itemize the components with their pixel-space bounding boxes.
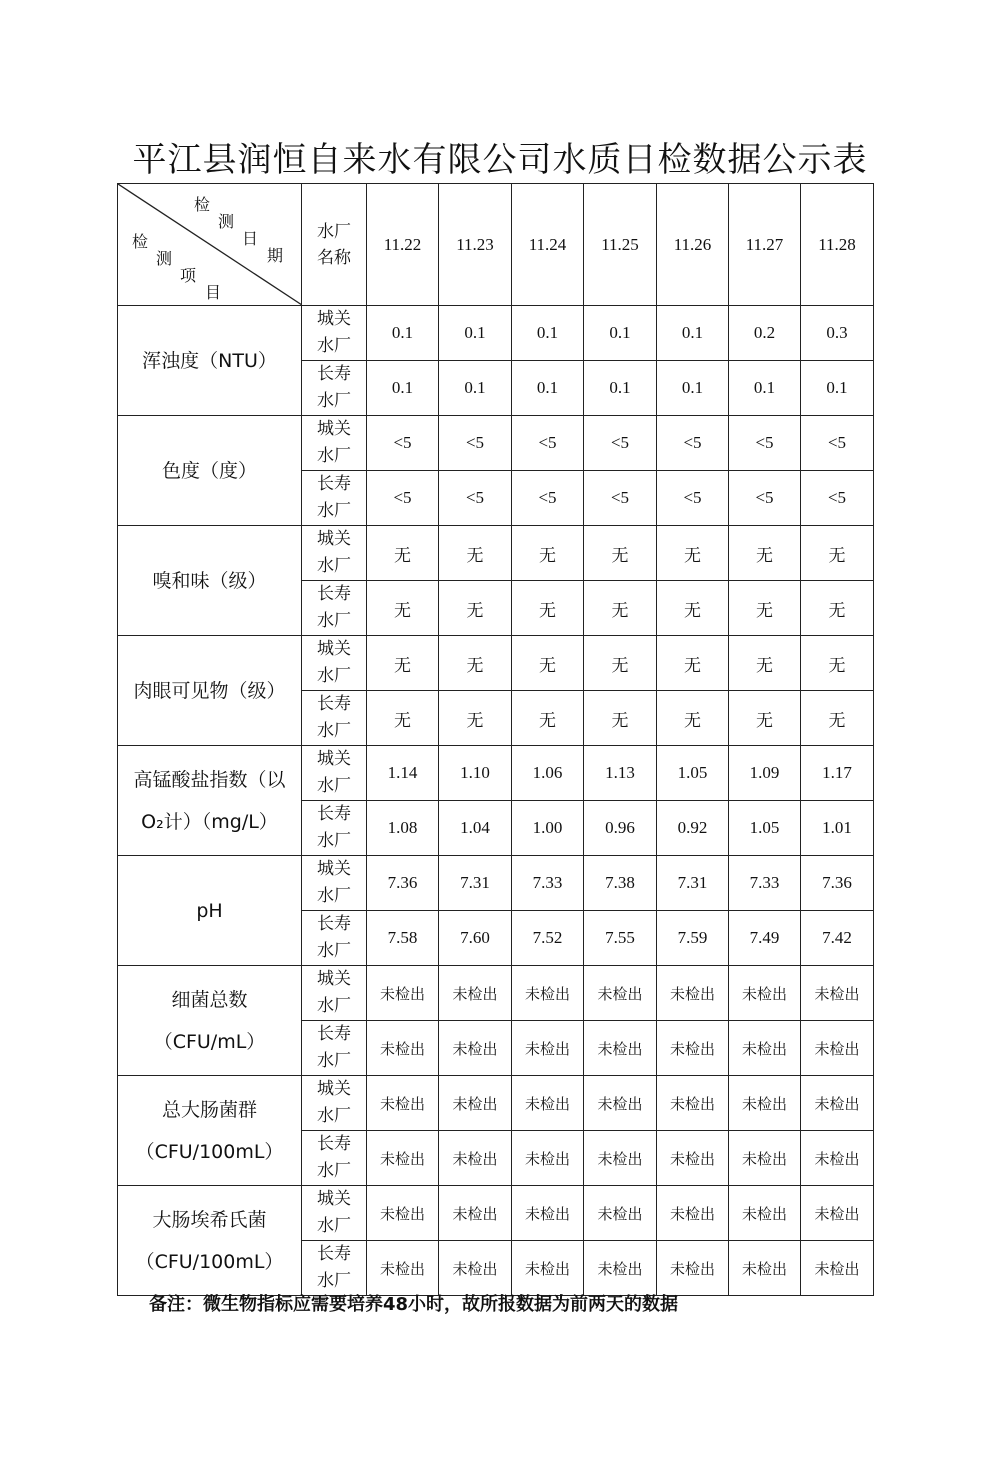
plant-name-line: 城关 xyxy=(317,419,351,439)
value-cell: 无 xyxy=(657,526,729,581)
plant-name xyxy=(302,856,367,911)
value-cell: 未检出 xyxy=(367,1021,439,1076)
value-cell: 无 xyxy=(729,691,801,746)
value-cell: 无 xyxy=(439,526,512,581)
value-cell: 未检出 xyxy=(512,966,584,1021)
value-cell: 7.42 xyxy=(801,911,874,966)
corner-bottom-char: 检 xyxy=(132,232,149,251)
value-cell: 0.1 xyxy=(584,306,657,361)
test-item-line: 细菌总数 xyxy=(171,988,248,1011)
value-cell: 0.1 xyxy=(801,361,874,416)
value-cell: 0.1 xyxy=(439,361,512,416)
value-cell: 未检出 xyxy=(439,1131,512,1186)
value-cell: 未检出 xyxy=(729,1021,801,1076)
date-header: 11.25 xyxy=(584,184,657,306)
value-cell: 0.2 xyxy=(729,306,801,361)
corner-top-char: 测 xyxy=(218,212,235,231)
test-item-line: 色度（度） xyxy=(161,459,257,482)
table-row xyxy=(118,416,874,471)
plant-name-line: 水厂 xyxy=(317,501,351,521)
value-cell: 未检出 xyxy=(801,1131,874,1186)
table-row xyxy=(118,856,874,911)
value-cell: 无 xyxy=(439,581,512,636)
footnote: 备注：微生物指标应需要培养48小时，故所报数据为前两天的数据 xyxy=(149,1294,679,1315)
value-cell: 0.1 xyxy=(512,361,584,416)
plant-name xyxy=(302,801,367,856)
value-cell: 0.1 xyxy=(657,361,729,416)
value-cell: <5 xyxy=(367,471,439,526)
plant-name-line: 城关 xyxy=(317,1079,351,1099)
value-cell: 未检出 xyxy=(367,966,439,1021)
date-header: 11.24 xyxy=(512,184,584,306)
plant-name-header-line: 名称 xyxy=(317,247,351,268)
value-cell: 1.10 xyxy=(439,746,512,801)
plant-name-line: 水厂 xyxy=(317,391,351,411)
plant-name xyxy=(302,471,367,526)
plant-name-line: 水厂 xyxy=(317,721,351,741)
value-cell: 无 xyxy=(367,691,439,746)
value-cell: 7.58 xyxy=(367,911,439,966)
value-cell: <5 xyxy=(367,416,439,471)
value-cell: 0.3 xyxy=(801,306,874,361)
value-cell: 无 xyxy=(657,691,729,746)
plant-name-line: 长寿 xyxy=(317,1134,351,1154)
plant-name-line: 长寿 xyxy=(317,914,351,934)
value-cell: 无 xyxy=(512,691,584,746)
value-cell: 1.05 xyxy=(729,801,801,856)
plant-name xyxy=(302,306,367,361)
value-cell: <5 xyxy=(729,416,801,471)
plant-name xyxy=(302,581,367,636)
date-header: 11.23 xyxy=(439,184,512,306)
plant-name xyxy=(302,1076,367,1131)
corner-bottom-char: 项 xyxy=(180,266,197,285)
test-item-line: 浑浊度（NTU） xyxy=(142,349,277,372)
plant-name xyxy=(302,361,367,416)
value-cell: <5 xyxy=(657,416,729,471)
value-cell: 7.60 xyxy=(439,911,512,966)
plant-name-line: 水厂 xyxy=(317,556,351,576)
value-cell: 未检出 xyxy=(801,966,874,1021)
value-cell: 未检出 xyxy=(439,1021,512,1076)
value-cell: 未检出 xyxy=(657,1076,729,1131)
table-body xyxy=(118,184,874,1296)
value-cell: 未检出 xyxy=(657,966,729,1021)
plant-name-line: 水厂 xyxy=(317,1051,351,1071)
value-cell: 7.38 xyxy=(584,856,657,911)
plant-name-line: 水厂 xyxy=(317,1106,351,1126)
plant-name xyxy=(302,746,367,801)
plant-name xyxy=(302,416,367,471)
table-row xyxy=(118,1076,874,1131)
value-cell: 1.04 xyxy=(439,801,512,856)
corner-top-char: 日 xyxy=(242,229,259,248)
table-row xyxy=(118,636,874,691)
plant-name-line: 水厂 xyxy=(317,1271,351,1291)
value-cell: 未检出 xyxy=(729,1131,801,1186)
value-cell: 未检出 xyxy=(367,1076,439,1131)
value-cell: 未检出 xyxy=(512,1241,584,1296)
test-item-label xyxy=(118,416,302,526)
plant-name-line: 城关 xyxy=(317,1189,351,1209)
value-cell: <5 xyxy=(801,471,874,526)
value-cell: 未检出 xyxy=(584,1241,657,1296)
corner-top-char: 期 xyxy=(267,246,284,265)
plant-name-line: 水厂 xyxy=(317,611,351,631)
value-cell: 未检出 xyxy=(439,1186,512,1241)
test-item-line: 嗅和味（级） xyxy=(152,569,267,592)
value-cell: <5 xyxy=(439,416,512,471)
value-cell: 未检出 xyxy=(512,1131,584,1186)
plant-name-line: 长寿 xyxy=(317,1024,351,1044)
value-cell: 1.01 xyxy=(801,801,874,856)
value-cell: 未检出 xyxy=(729,966,801,1021)
value-cell: <5 xyxy=(512,471,584,526)
plant-name xyxy=(302,966,367,1021)
value-cell: 1.17 xyxy=(801,746,874,801)
corner-top-char: 检 xyxy=(194,195,211,214)
plant-name-line: 水厂 xyxy=(317,336,351,356)
value-cell: 7.55 xyxy=(584,911,657,966)
value-cell: 未检出 xyxy=(801,1186,874,1241)
plant-name-header xyxy=(302,184,367,306)
value-cell: 7.36 xyxy=(367,856,439,911)
value-cell: 无 xyxy=(512,581,584,636)
value-cell: 未检出 xyxy=(367,1131,439,1186)
test-item-line: （CFU/100mL） xyxy=(135,1140,284,1163)
value-cell: 未检出 xyxy=(584,1186,657,1241)
table-row xyxy=(118,1186,874,1241)
plant-name xyxy=(302,636,367,691)
test-item-line: 大肠埃希氏菌 xyxy=(152,1208,267,1231)
plant-name-line: 城关 xyxy=(317,969,351,989)
value-cell: 1.00 xyxy=(512,801,584,856)
page-title: 平江县润恒自来水有限公司水质日检数据公示表 xyxy=(132,140,868,180)
value-cell: 无 xyxy=(367,581,439,636)
plant-name-line: 长寿 xyxy=(317,474,351,494)
value-cell: 未检出 xyxy=(512,1021,584,1076)
value-cell: 无 xyxy=(801,636,874,691)
value-cell: 无 xyxy=(439,636,512,691)
plant-name xyxy=(302,1186,367,1241)
value-cell: 1.13 xyxy=(584,746,657,801)
corner-bottom-char: 目 xyxy=(205,283,222,302)
plant-name-line: 城关 xyxy=(317,529,351,549)
test-item-label xyxy=(118,526,302,636)
value-cell: 未检出 xyxy=(367,1241,439,1296)
value-cell: 0.96 xyxy=(584,801,657,856)
value-cell: 0.1 xyxy=(584,361,657,416)
value-cell: 0.1 xyxy=(729,361,801,416)
value-cell: 0.1 xyxy=(439,306,512,361)
value-cell: 未检出 xyxy=(729,1186,801,1241)
value-cell: 未检出 xyxy=(439,1241,512,1296)
test-item-line: 肉眼可见物（级） xyxy=(133,679,286,702)
value-cell: 未检出 xyxy=(729,1241,801,1296)
plant-name xyxy=(302,1131,367,1186)
value-cell: 未检出 xyxy=(512,1186,584,1241)
value-cell: 未检出 xyxy=(801,1021,874,1076)
value-cell: 无 xyxy=(657,636,729,691)
value-cell: 未检出 xyxy=(657,1131,729,1186)
value-cell: 未检出 xyxy=(729,1076,801,1131)
value-cell: 无 xyxy=(584,526,657,581)
value-cell: 无 xyxy=(801,526,874,581)
value-cell: 未检出 xyxy=(657,1186,729,1241)
value-cell: 7.49 xyxy=(729,911,801,966)
test-item-label xyxy=(118,746,302,856)
value-cell: <5 xyxy=(512,416,584,471)
value-cell: 1.08 xyxy=(367,801,439,856)
value-cell: 未检出 xyxy=(367,1186,439,1241)
date-header: 11.26 xyxy=(657,184,729,306)
plant-name-line: 水厂 xyxy=(317,941,351,961)
value-cell: <5 xyxy=(801,416,874,471)
value-cell: 7.31 xyxy=(439,856,512,911)
plant-name-line: 城关 xyxy=(317,749,351,769)
value-cell: 1.05 xyxy=(657,746,729,801)
value-cell: 无 xyxy=(801,581,874,636)
test-item-label xyxy=(118,966,302,1076)
table-row xyxy=(118,746,874,801)
plant-name-line: 水厂 xyxy=(317,1216,351,1236)
value-cell: 未检出 xyxy=(801,1076,874,1131)
value-cell: 无 xyxy=(729,636,801,691)
value-cell: 未检出 xyxy=(584,1131,657,1186)
table-row xyxy=(118,526,874,581)
value-cell: 0.1 xyxy=(367,306,439,361)
test-item-label xyxy=(118,1076,302,1186)
test-item-label xyxy=(118,636,302,746)
plant-name-line: 水厂 xyxy=(317,831,351,851)
value-cell: 未检出 xyxy=(584,1076,657,1131)
test-item-line: （CFU/100mL） xyxy=(135,1250,284,1273)
value-cell: 无 xyxy=(584,691,657,746)
value-cell: <5 xyxy=(584,471,657,526)
test-item-line: pH xyxy=(196,899,223,922)
value-cell: 0.1 xyxy=(657,306,729,361)
value-cell: 未检出 xyxy=(584,1021,657,1076)
test-item-line: O₂计）（mg/L） xyxy=(141,810,278,833)
plant-name-line: 城关 xyxy=(317,639,351,659)
value-cell: 未检出 xyxy=(584,966,657,1021)
value-cell: 1.14 xyxy=(367,746,439,801)
plant-name-line: 水厂 xyxy=(317,446,351,466)
value-cell: 未检出 xyxy=(657,1021,729,1076)
value-cell: 无 xyxy=(729,526,801,581)
value-cell: 无 xyxy=(657,581,729,636)
plant-name xyxy=(302,911,367,966)
header-corner-cell xyxy=(118,184,302,306)
value-cell: 0.1 xyxy=(367,361,439,416)
value-cell: 7.52 xyxy=(512,911,584,966)
test-item-line: 总大肠菌群 xyxy=(161,1098,257,1121)
value-cell: 未检出 xyxy=(512,1076,584,1131)
value-cell: 7.36 xyxy=(801,856,874,911)
value-cell: 7.33 xyxy=(512,856,584,911)
plant-name-line: 水厂 xyxy=(317,886,351,906)
value-cell: 无 xyxy=(584,636,657,691)
plant-name xyxy=(302,691,367,746)
value-cell: 未检出 xyxy=(439,966,512,1021)
plant-name-line: 长寿 xyxy=(317,364,351,384)
plant-name-line: 长寿 xyxy=(317,694,351,714)
value-cell: 未检出 xyxy=(801,1241,874,1296)
date-header: 11.27 xyxy=(729,184,801,306)
date-header: 11.22 xyxy=(367,184,439,306)
date-header: 11.28 xyxy=(801,184,874,306)
test-item-label xyxy=(118,856,302,966)
plant-name-line: 水厂 xyxy=(317,1161,351,1181)
test-item-line: （CFU/mL） xyxy=(153,1030,266,1053)
value-cell: 未检出 xyxy=(439,1076,512,1131)
plant-name-line: 水厂 xyxy=(317,776,351,796)
value-cell: 无 xyxy=(367,636,439,691)
value-cell: 7.33 xyxy=(729,856,801,911)
value-cell: 无 xyxy=(367,526,439,581)
corner-bottom-char: 测 xyxy=(156,249,173,268)
value-cell: 无 xyxy=(801,691,874,746)
plant-name-header-line: 水厂 xyxy=(317,221,351,242)
plant-name-line: 长寿 xyxy=(317,584,351,604)
value-cell: 无 xyxy=(584,581,657,636)
test-item-label xyxy=(118,1186,302,1296)
plant-name xyxy=(302,1021,367,1076)
plant-name xyxy=(302,526,367,581)
value-cell: 1.09 xyxy=(729,746,801,801)
table-row xyxy=(118,306,874,361)
value-cell: <5 xyxy=(439,471,512,526)
value-cell: <5 xyxy=(657,471,729,526)
value-cell: <5 xyxy=(729,471,801,526)
value-cell: 7.31 xyxy=(657,856,729,911)
table-row xyxy=(118,966,874,1021)
value-cell: 无 xyxy=(512,526,584,581)
value-cell: 未检出 xyxy=(657,1241,729,1296)
test-item-line: 高锰酸盐指数（以 xyxy=(133,768,286,791)
value-cell: 0.92 xyxy=(657,801,729,856)
plant-name-line: 城关 xyxy=(317,309,351,329)
value-cell: 7.59 xyxy=(657,911,729,966)
water-quality-table xyxy=(117,183,874,1296)
value-cell: 无 xyxy=(512,636,584,691)
test-item-label xyxy=(118,306,302,416)
plant-name-line: 长寿 xyxy=(317,804,351,824)
plant-name-line: 水厂 xyxy=(317,996,351,1016)
value-cell: 无 xyxy=(439,691,512,746)
plant-name xyxy=(302,1241,367,1296)
value-cell: 0.1 xyxy=(512,306,584,361)
value-cell: <5 xyxy=(584,416,657,471)
plant-name-line: 长寿 xyxy=(317,1244,351,1264)
plant-name-line: 城关 xyxy=(317,859,351,879)
value-cell: 无 xyxy=(729,581,801,636)
plant-name-line: 水厂 xyxy=(317,666,351,686)
value-cell: 1.06 xyxy=(512,746,584,801)
